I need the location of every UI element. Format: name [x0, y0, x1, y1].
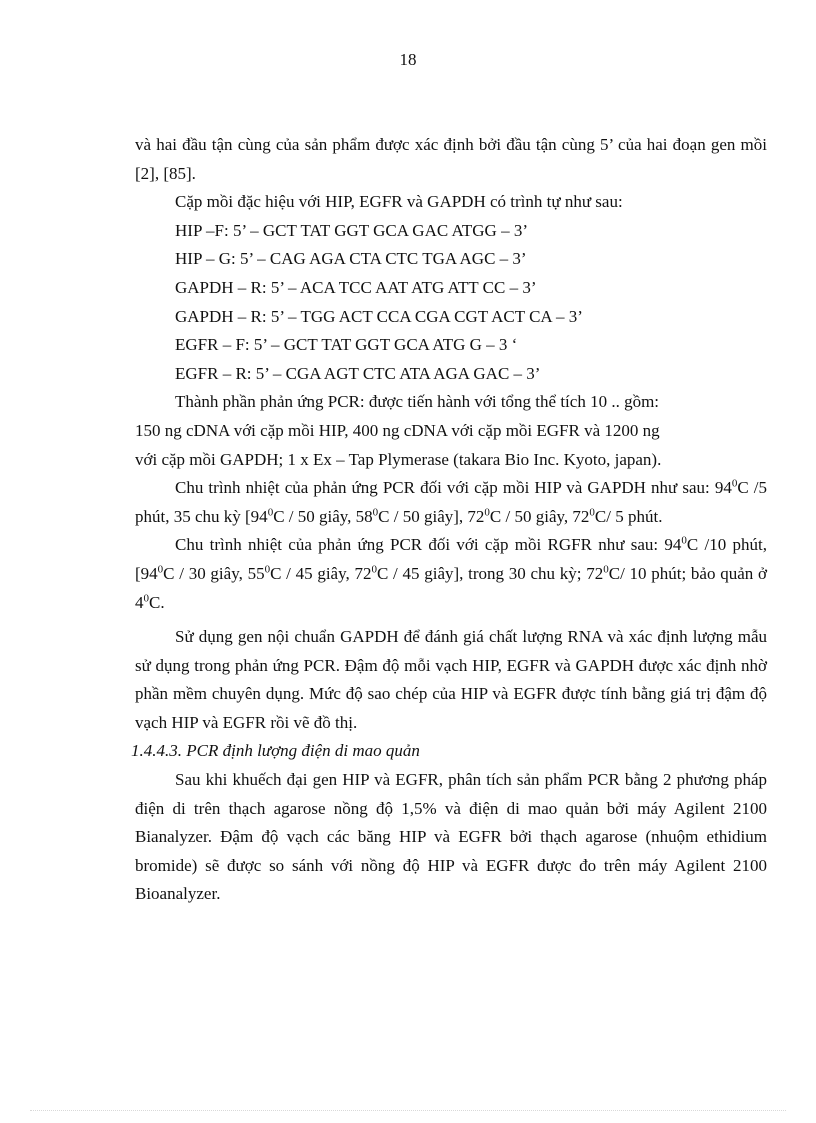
text-line: 150 ng cDNA với cặp mồi HIP, 400 ng cDNA với cặp mồi EGFR và 1200 ng	[135, 420, 660, 440]
text-run: C / 50 giây], 72	[378, 506, 485, 526]
paragraph-final: Sau khi khuếch đại gen HIP và EGFR, phân tích sản phẩm PCR bằng 2 phương pháp điện di trên thạch agarose nồng độ 1,5% và điện di mao quản bởi máy Agilent 2100 Bianalyzer. Đậm độ vạch các băng HIP và EGFR bởi thạch agarose (nhuộm ethidium bromide) sẽ được so sánh với nồng độ HIP và EGFR được đo trên máy Agilent 2100 Bioanalyzer.	[135, 770, 767, 904]
primer-list	[135, 217, 767, 389]
paragraph-cycle-egfr	[135, 531, 767, 617]
document-body	[131, 131, 767, 909]
paragraph-primer-intro: Cặp mồi đặc hiệu với HIP, EGFR và GAPDH có trình tự như sau:	[175, 192, 623, 212]
text-run: C / 45 giây], trong 30 chu kỳ; 72	[376, 563, 604, 583]
text-run: C / 50 giây, 58	[273, 506, 373, 526]
degree-superscript: 0	[143, 591, 149, 604]
text-run: Chu trình nhiệt của phản ứng PCR đối với cặp mồi RGFR như sau: 94	[175, 535, 682, 555]
primer-line: HIP – G: 5’ – CAG AGA CTA CTC TGA AGC – 3’	[175, 249, 527, 269]
text-run: C / 45 giây, 72	[270, 563, 372, 583]
paragraph-cycle-hip	[135, 474, 767, 531]
text-line: Thành phần phản ứng PCR: được tiến hành với tổng thể tích 10 .. gồm:	[175, 392, 660, 412]
degree-superscript: 0	[589, 506, 595, 519]
section-subheading: 1.4.4.3. PCR định lượng điện di mao quản	[131, 741, 420, 761]
text-run: C / 50 giây, 72	[489, 506, 590, 526]
degree-superscript: 0	[372, 506, 379, 519]
degree-superscript: 0	[371, 563, 377, 576]
text-run: C /5 phút, 35 chu kỳ [94	[135, 478, 767, 526]
text-run: C.	[149, 592, 165, 612]
paragraph-pcr-components	[135, 388, 767, 474]
degree-superscript: 0	[157, 563, 164, 576]
paragraph-gapdh: Sử dụng gen nội chuẩn GAPDH để đánh giá chất lượng RNA và xác định lượng mẫu sử dụng trong phản ứng PCR. Đậm độ mỗi vạch HIP, EGFR và GAPDH được xác định nhờ phần mềm chuyên dụng. Mức độ sao chép của HIP và EGFR được tính bằng giá trị đậm độ vạch HIP và EGFR rồi vẽ đồ thị.	[135, 627, 767, 732]
page-bottom-divider	[30, 1110, 786, 1111]
primer-line: HIP –F: 5’ – GCT TAT GGT GCA GAC ATGG – 3’	[175, 220, 528, 240]
primer-line: EGFR – F: 5’ – GCT TAT GGT GCA ATG G – 3 ‘	[175, 335, 518, 355]
degree-superscript: 0	[603, 563, 609, 576]
primer-line: EGFR – R: 5’ – CGA AGT CTC ATA AGA GAC – 3’	[175, 363, 541, 383]
primer-line: GAPDH – R: 5’ – TGG ACT CCA CGA CGT ACT CA – 3’	[175, 306, 583, 326]
degree-superscript: 0	[264, 563, 271, 576]
degree-superscript: 0	[267, 506, 274, 519]
text-run: C/ 5 phút.	[594, 506, 663, 526]
page-number: 18	[399, 50, 417, 69]
degree-superscript: 0	[484, 506, 490, 519]
text-run: C / 30 giây, 55	[163, 563, 265, 583]
text-run: C /10 phút, [94	[135, 535, 767, 583]
paragraph-intro: và hai đầu tận cùng của sản phẩm được xác định bởi đầu tận cùng 5’ của hai đoạn gen mồi [2], [85].	[135, 135, 767, 183]
text-run: Chu trình nhiệt của phản ứng PCR đối với cặp mồi HIP và GAPDH như sau: 94	[175, 478, 732, 498]
text-run: C/ 10 phút; bảo quản ở 4	[135, 563, 767, 612]
degree-superscript: 0	[681, 534, 687, 547]
text-line: với cặp mồi GAPDH; 1 x Ex – Tap Plymerase (takara Bio Inc. Kyoto, japan).	[135, 449, 662, 469]
degree-superscript: 0	[731, 477, 738, 490]
primer-line: GAPDH – R: 5’ – ACA TCC AAT ATG ATT CC – 3’	[175, 277, 537, 297]
